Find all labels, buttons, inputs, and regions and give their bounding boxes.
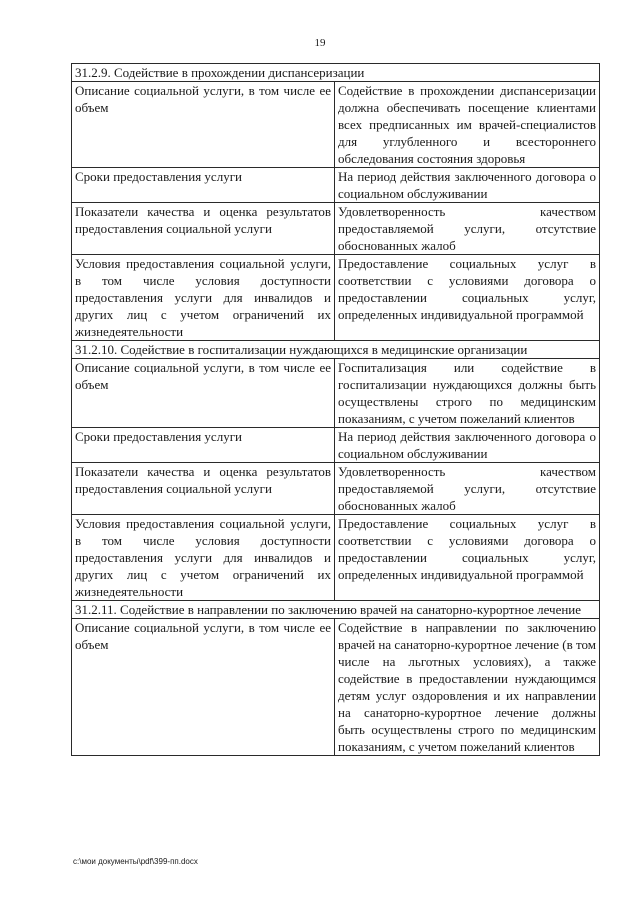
table-row: [72, 168, 600, 203]
section-heading: 31.2.11. Содействие в направлении по заключению врачей на санаторно-курортное лечение: [72, 601, 600, 619]
table-row: [72, 515, 600, 601]
footer-file-path: c:\мои документы\pdf\399-пп.docx: [73, 857, 198, 866]
row-label: Сроки предоставления услуги: [72, 168, 335, 203]
row-label: Описание социальной услуги, в том числе ее объем: [72, 359, 335, 428]
page-number: 19: [314, 37, 326, 49]
row-label: Условия предоставления социальной услуги, в том числе условия доступности предоставления услуги для инвалидов и других лиц с учетом ограничений их жизнедеятельности: [72, 255, 335, 341]
section-heading-row: [72, 341, 600, 359]
section-heading: 31.2.9. Содействие в прохождении диспансеризации: [72, 64, 600, 82]
row-value: Удовлетворенность качеством предоставляемой услуги, отсутствие обоснованных жалоб: [335, 203, 600, 255]
table-row: [72, 255, 600, 341]
row-value: Удовлетворенность качеством предоставляемой услуги, отсутствие обоснованных жалоб: [335, 463, 600, 515]
row-label: Показатели качества и оценка результатов предоставления социальной услуги: [72, 203, 335, 255]
row-value: Госпитализация или содействие в госпитализации нуждающихся должны быть осуществлены строго по медицинским показаниям, с учетом пожеланий клиентов: [335, 359, 600, 428]
table-row: [72, 359, 600, 428]
row-value: Содействие в прохождении диспансеризации должна обеспечивать посещение клиентами всех предписанных им врачей-специалистов для углубленного и всестороннего обследования состояния здоровья: [335, 82, 600, 168]
services-table: [71, 63, 600, 756]
section-heading-row: [72, 601, 600, 619]
row-value: Предоставление социальных услуг в соответствии с условиями договора о предоставлении социальных услуг, определенных индивидуальной программой: [335, 515, 600, 601]
table-row: [72, 203, 600, 255]
row-value: На период действия заключенного договора о социальном обслуживании: [335, 168, 600, 203]
section-heading-row: [72, 64, 600, 82]
row-value: Содействие в направлении по заключению врачей на санаторно-курортное лечение (в том числе на льготных условиях), а также содействие в предоставлении нуждающимся детям услуг оздоровления и их направлении на санаторно-курортное лечение должны быть осуществлены строго по медицинским показаниям, с учетом пожеланий клиентов: [335, 619, 600, 756]
table-row: [72, 82, 600, 168]
table-row: [72, 463, 600, 515]
row-label: Сроки предоставления услуги: [72, 428, 335, 463]
row-label: Описание социальной услуги, в том числе ее объем: [72, 619, 335, 756]
section-heading: 31.2.10. Содействие в госпитализации нуждающихся в медицинские организации: [72, 341, 600, 359]
table-row: [72, 619, 600, 756]
row-label: Показатели качества и оценка результатов предоставления социальной услуги: [72, 463, 335, 515]
row-value: Предоставление социальных услуг в соответствии с условиями договора о предоставлении социальных услуг, определенных индивидуальной программой: [335, 255, 600, 341]
row-label: Описание социальной услуги, в том числе ее объем: [72, 82, 335, 168]
table-row: [72, 428, 600, 463]
row-label: Условия предоставления социальной услуги, в том числе условия доступности предоставления услуги для инвалидов и других лиц с учетом ограничений их жизнедеятельности: [72, 515, 335, 601]
row-value: На период действия заключенного договора о социальном обслуживании: [335, 428, 600, 463]
